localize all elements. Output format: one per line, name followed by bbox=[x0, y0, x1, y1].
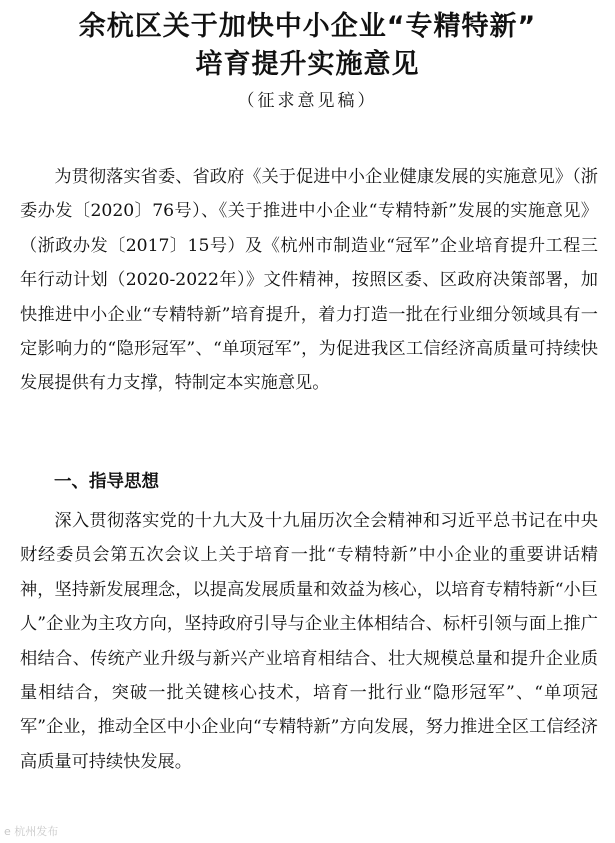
document-title-line-2: 培育提升实施意见 bbox=[195, 49, 420, 80]
watermark: e 杭州发布 bbox=[4, 825, 59, 838]
document-title-line-1: 余杭区关于加快中小企业“专精特新” bbox=[78, 11, 537, 42]
document-subtitle: （征求意见稿） bbox=[237, 91, 378, 111]
paragraph-intro: 为贯彻落实省委、省政府《关于促进中小企业健康发展的实施意见》（浙委办发〔2020〕76号）、《关于推进中小企业“专精特新”发展的实施意见》（浙政办发〔2017〕15号）及《杭州市制造业“冠军”企业培育提升工程三年行动计划（2020-2022年）》文件精神，按照区委、区政府决策部署，加快推进中小企业“专精特新”培育提升，着力打造一批在行业细分领域具有一定影响力的“隐形冠军”、“单项冠军”，为促进我区工信经济高质量可持续快发展提供有力支撑，特制定本实施意见。 bbox=[20, 167, 598, 394]
paragraph-guiding-thought: 深入贯彻落实党的十九大及十九届历次全会精神和习近平总书记在中央财经委员会第五次会议上关于培育一批“专精特新”中小企业的重要讲话精神，坚持新发展理念，以提高发展质量和效益为核心，以培育专精特新“小巨人”企业为主攻方向，坚持政府引导与企业主体相结合、标杆引领与面上推广相结合、传统产业升级与新兴产业培育相结合、壮大规模总量和提升企业质量相结合，突破一批关键核心技术，培育一批行业“隐形冠军”、“单项冠军”企业，推动全区中小企业向“专精特新”方向发展，努力推进全区工信经济高质量可持续快发展。 bbox=[20, 511, 598, 772]
section-heading-guiding-thought: 一、指导思想 bbox=[54, 472, 159, 492]
